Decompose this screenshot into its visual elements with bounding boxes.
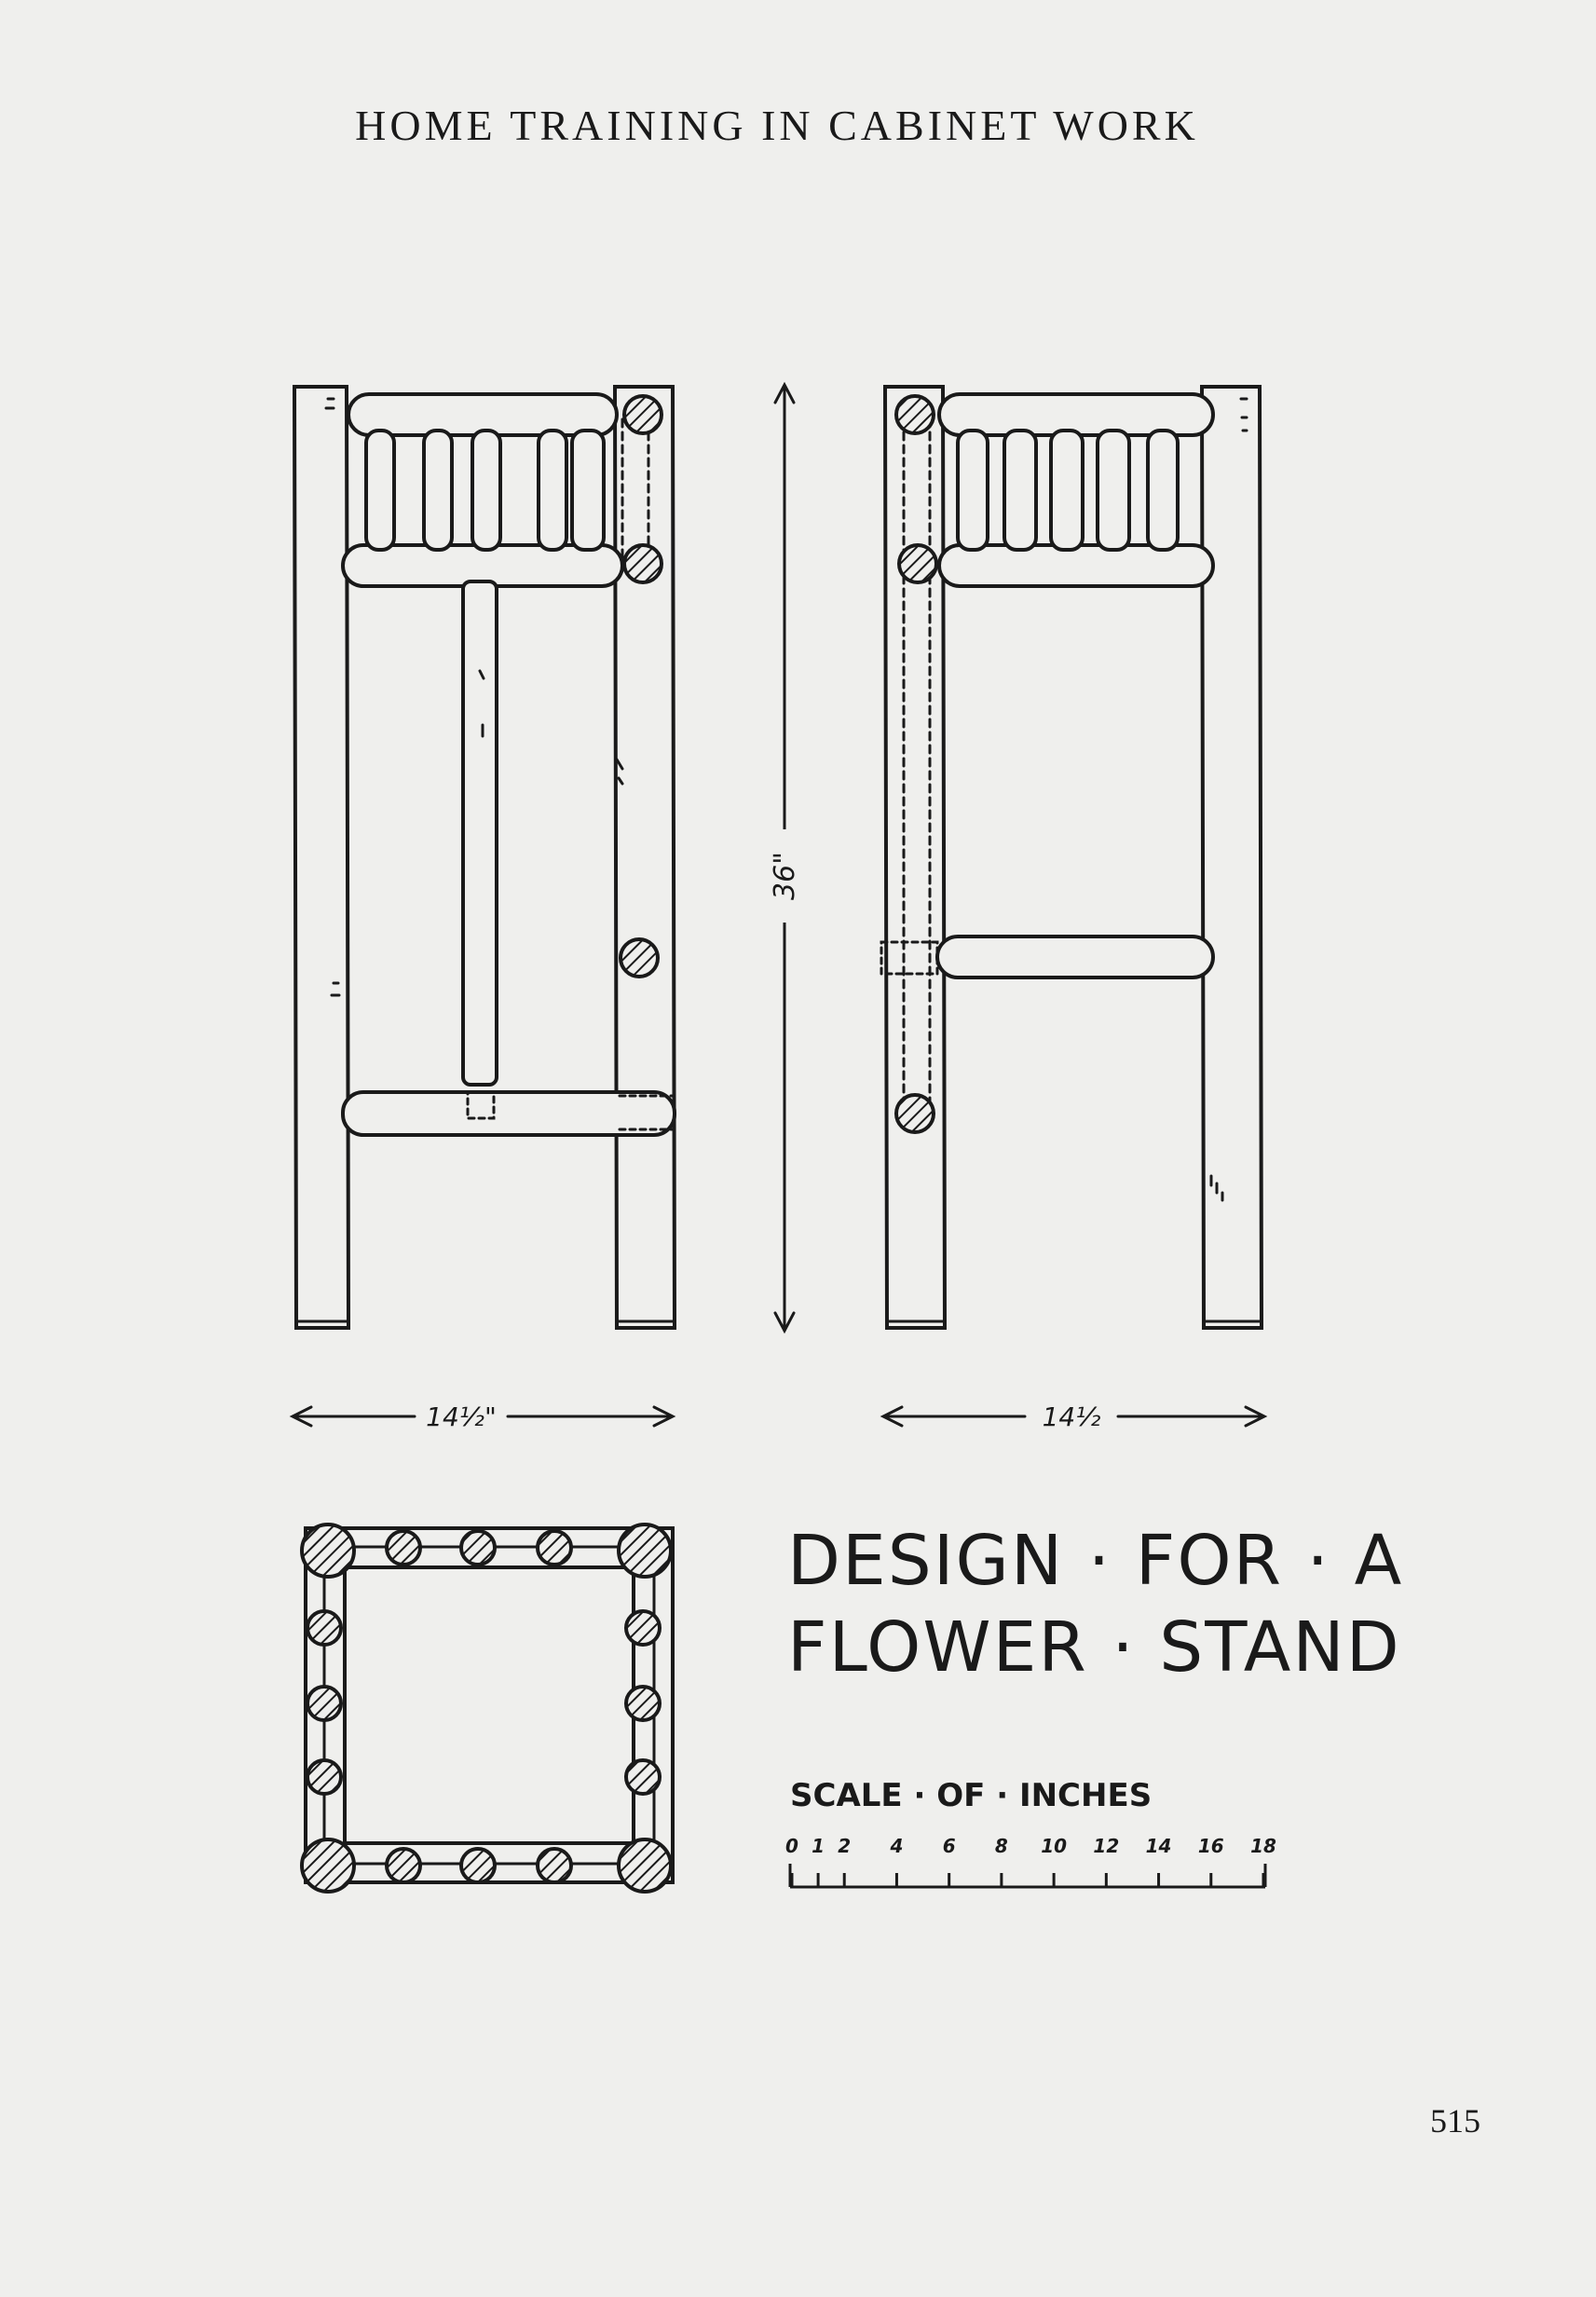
side-width-label: 14½ [1042, 1401, 1101, 1432]
side-elevation [881, 387, 1262, 1328]
scale-tick-label: 4 [890, 1835, 904, 1857]
front-elevation [294, 387, 675, 1328]
caption-line-1: DESIGN · FOR · A [787, 1521, 1404, 1601]
running-title: HOME TRAINING IN CABINET WORK [355, 102, 1199, 149]
scale-tick-label: 8 [994, 1835, 1008, 1857]
scale-tick-label: 12 [1093, 1835, 1120, 1857]
scale-tick-label: 16 [1197, 1835, 1224, 1857]
scale-title: SCALE · OF · INCHES [790, 1777, 1153, 1814]
scale-tick-label: 14 [1145, 1835, 1172, 1857]
plan-view [302, 1524, 673, 1892]
caption-line-2: FLOWER · STAND [787, 1607, 1401, 1688]
scale-tick-label: 6 [942, 1835, 956, 1857]
scale-tick-label: 2 [838, 1835, 852, 1857]
scale-tick-label: 1 [812, 1835, 825, 1857]
scale-ticks [785, 1835, 1276, 1887]
scale-tick-label: 0 [785, 1835, 798, 1857]
scale-tick-label: 10 [1041, 1835, 1068, 1857]
page-number: 515 [1430, 2102, 1480, 2140]
front-width-label: 14½" [426, 1401, 497, 1432]
scale-bar [790, 1864, 1265, 1887]
scale-tick-label: 18 [1250, 1835, 1276, 1857]
height-dimension-label: 36" [769, 852, 801, 900]
